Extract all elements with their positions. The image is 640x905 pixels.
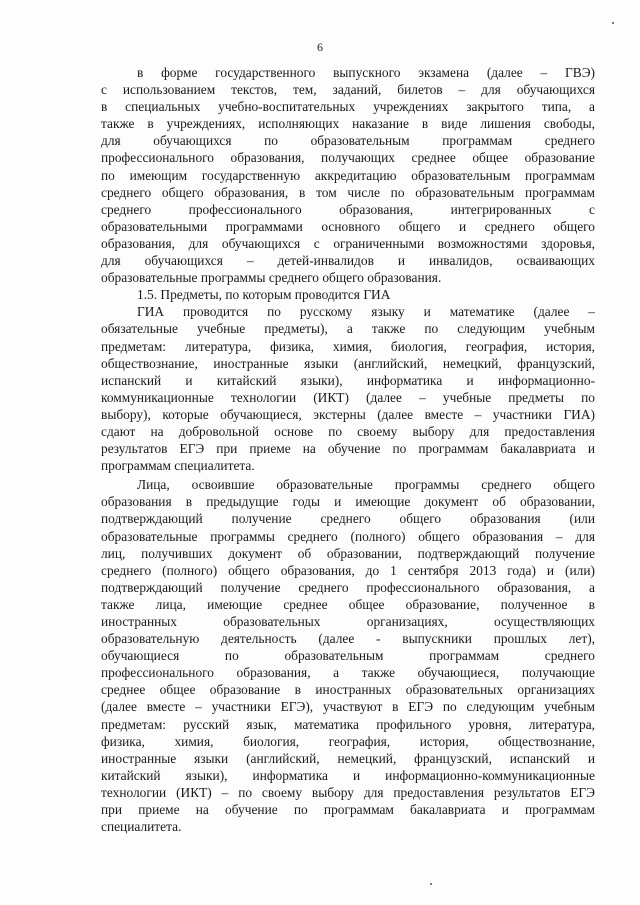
text-line: среднего профессионального образования, интегрированных с xyxy=(101,201,595,217)
text-line: при приеме на обучение по программам бакалавриата и программам xyxy=(101,802,595,818)
text-line: в специальных учебно-воспитательных учреждениях закрытого типа, а xyxy=(101,99,595,115)
scan-speck xyxy=(612,22,614,24)
text-line: обучающиеся по образовательным программам среднего xyxy=(101,648,595,664)
text-line: образовательными программами основного общего и среднего общего xyxy=(101,218,595,234)
text-line: физика, химия, биология, география, история, обществознание, xyxy=(101,733,595,749)
text-line: (далее вместе – участники ЕГЭ), участвуют в ЕГЭ по следующим учебным xyxy=(101,699,595,715)
text-line: среднего общего образования, в том числе по образовательным программам xyxy=(101,184,595,200)
text-line: обязательные учебные предметы), а также по следующим учебным xyxy=(101,321,595,337)
scan-speck xyxy=(430,883,432,885)
text-line: среднее общее образование в иностранных образовательных организациях xyxy=(101,682,595,698)
text-line: по имеющим государственную аккредитацию образовательным программам xyxy=(101,167,595,183)
text-line: испанский и китайский языки), информатика и информационно- xyxy=(101,372,595,388)
text-line: для обучающихся – детей-инвалидов и инвалидов, осваивающих xyxy=(101,253,595,269)
text-line: ГИА проводится по русскому языку и математике (далее – xyxy=(137,304,595,320)
text-line: предметам: литература, физика, химия, биология, география, история, xyxy=(101,338,595,354)
text-line: подтверждающий получение среднего профессионального образования, а xyxy=(101,579,595,595)
text-line: Лица, освоившие образовательные программы среднего общего xyxy=(137,477,595,493)
text-line: обществознание, иностранные языки (английский, немецкий, французский, xyxy=(101,355,595,371)
text-line: подтверждающий получение среднего общего образования (или xyxy=(101,511,595,527)
text-line: выбору), которые обучающиеся, экстерны (далее вместе – участники ГИА) xyxy=(101,406,595,422)
text-line: программам специалитета. xyxy=(101,458,255,474)
text-line: иностранных образовательных организациях, осуществляющих xyxy=(101,614,595,629)
text-line: профессионального образования, а также обучающиеся, получающие xyxy=(101,665,595,681)
text-line: иностранные языки (английский, немецкий, французский, испанский и xyxy=(101,750,595,766)
text-line: образовательную деятельность (далее - выпускники прошлых лет), xyxy=(101,631,595,647)
text-line: профессионального образования, получающих среднее общее образование xyxy=(101,150,595,166)
text-line: китайский языки), информатика и информационно-коммуникационные xyxy=(101,767,595,783)
text-line: с использованием текстов, тем, заданий, билетов – для обучающихся xyxy=(101,82,595,98)
text-line: лиц, получивших документ об образовании, подтверждающий получение xyxy=(101,545,595,561)
text-line: технологии (ИКТ) – по своему выбору для предоставления результатов ЕГЭ xyxy=(101,784,595,800)
document-body xyxy=(101,64,595,835)
text-line: для обучающихся по образовательным программам среднего xyxy=(101,133,595,149)
text-line: образования в предыдущие годы и имеющие документ об образовании, xyxy=(101,494,595,510)
paragraph-gia-subjects xyxy=(101,303,595,474)
text-line: предметам: русский язык, математика профильного уровня, литература, xyxy=(101,716,595,732)
text-line: результатов ЕГЭ при приеме на обучение по программам бакалавриата и xyxy=(101,441,595,457)
text-line: специалитета. xyxy=(101,819,182,835)
text-line: коммуникационные технологии (ИКТ) (далее – учебные предметы по xyxy=(101,389,595,405)
text-line: также лица, имеющие среднее общее образование, полученное в xyxy=(101,596,595,612)
page-number: 6 xyxy=(317,40,323,54)
section-heading: 1.5. Предметы, по которым проводится ГИА xyxy=(137,287,391,303)
paragraph-ege-participants xyxy=(101,476,595,835)
text-line: сдают на добровольной основе по своему выбору для предоставления xyxy=(101,423,595,439)
text-line: среднего (полного) общего образования, до 1 сентября 2013 года) и (или) xyxy=(101,562,595,578)
paragraph-gve xyxy=(101,64,595,286)
text-line: также в учреждениях, исполняющих наказание в виде лишения свободы, xyxy=(101,116,595,132)
text-line: образовательные программы среднего (полного) общего образования – для xyxy=(101,528,595,544)
text-line: в форме государственного выпускного экзамена (далее – ГВЭ) xyxy=(137,65,595,80)
text-line: образования, для обучающихся с ограниченными возможностями здоровья, xyxy=(101,235,595,251)
text-line: образовательные программы среднего общего образования. xyxy=(101,270,442,286)
